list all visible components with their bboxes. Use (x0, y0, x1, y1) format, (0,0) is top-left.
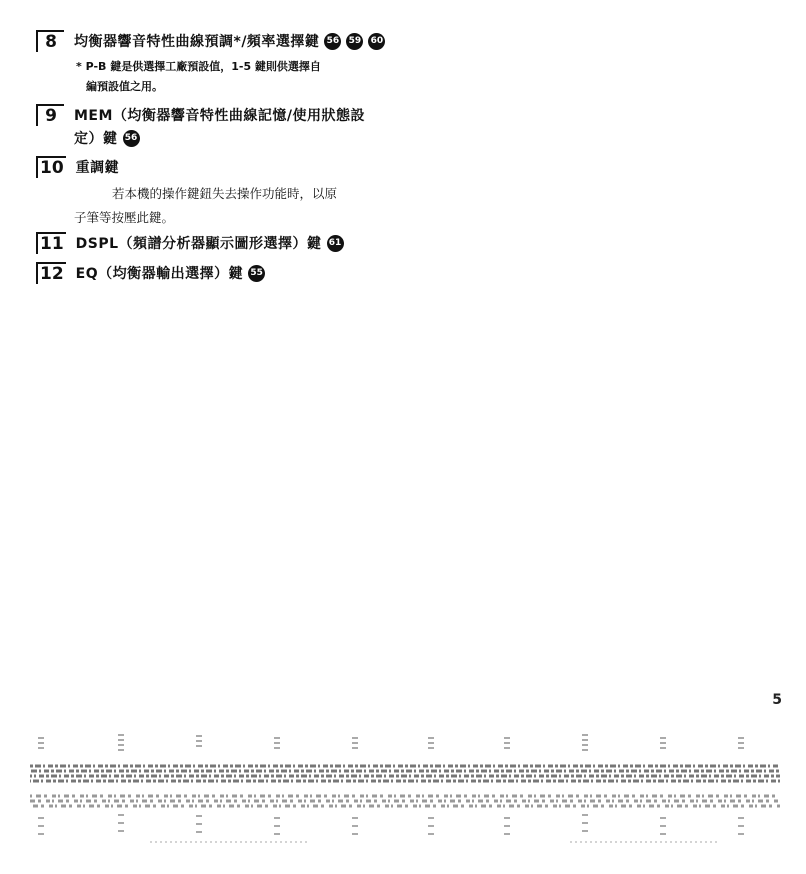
page-number: 5 (772, 692, 782, 708)
item-heading: 均衡器響音特性曲線預調*/頻率選擇鍵 (74, 34, 320, 50)
description-line: 若本機的操作鍵鈕失去操作功能時，以原 (112, 186, 338, 201)
item-number: 12 (36, 262, 66, 284)
page-ref-badge: 56 (324, 33, 341, 50)
item-8 (36, 30, 385, 52)
item-number: 10 (36, 156, 66, 178)
noise-band-lower (30, 796, 780, 806)
page-ref-badge: 59 (346, 33, 363, 50)
item-number: 11 (36, 232, 66, 254)
item-heading: EQ（均衡器輸出選擇）鍵 (75, 266, 244, 282)
noise-band-upper (30, 766, 780, 781)
page-ref-badge: 60 (368, 33, 385, 50)
item-9-continued (74, 128, 140, 148)
note-line: * P-B 鍵是供選擇工廠預設值，1-5 鍵則供選擇自 (76, 60, 321, 73)
item-11 (36, 232, 344, 254)
note-line: 編預設值之用。 (86, 80, 163, 93)
page-ref-badge: 56 (123, 130, 140, 147)
item-9 (36, 104, 365, 126)
item-heading: 重調鍵 (75, 160, 120, 176)
page-ref-badge: 55 (248, 265, 265, 282)
tick-column (38, 738, 44, 834)
item-10 (36, 156, 119, 178)
item-heading: DSPL（頻譜分析器顯示圖形選擇）鍵 (75, 236, 322, 252)
page-ref-badge: 61 (327, 235, 344, 252)
item-heading: MEM（均衡器響音特性曲線記憶/使用狀態設 (74, 108, 366, 124)
item-12 (36, 262, 265, 284)
item-number: 8 (36, 30, 64, 52)
scan-noise-strip (30, 730, 780, 850)
item-heading-continued: 定）鍵 (74, 131, 118, 147)
item-number: 9 (36, 104, 64, 126)
description-line: 子筆等按壓此鍵。 (74, 210, 175, 225)
